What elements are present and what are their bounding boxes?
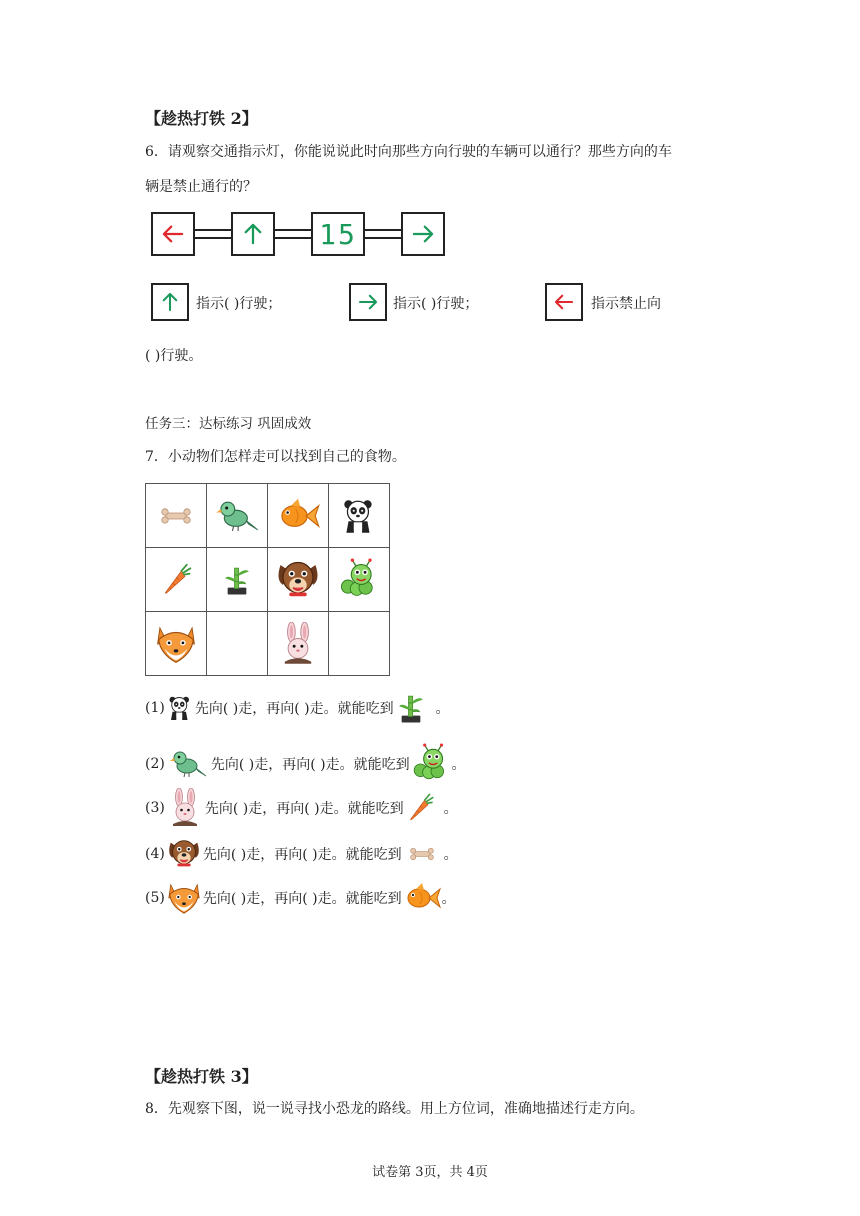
grid-row xyxy=(146,484,390,548)
item-text: 先向( )走，再向( )走。就能吃到 xyxy=(202,847,402,863)
q6-text-line1: 6．请观察交通指示灯，你能说说此时向那些方向行驶的车辆可以通行？那些方向的车 xyxy=(145,144,672,160)
signal-up-box xyxy=(231,212,275,256)
fox-icon xyxy=(165,879,203,917)
q6-fill-up: 指示( )行驶； xyxy=(196,296,282,312)
carrot-icon xyxy=(158,562,194,598)
q7-item-4 xyxy=(145,834,458,874)
caterpillar-icon xyxy=(337,558,381,602)
q7-prompt: 7．小动物们怎样走可以找到自己的食物。 xyxy=(145,449,406,465)
signal-timer-digits: 15 xyxy=(319,217,357,251)
item-text: 先向( )走，再向( )走。就能吃到 xyxy=(202,891,402,907)
right-arrow-green-icon xyxy=(403,214,443,254)
item-text: 先向( )走，再向( )走。就能吃到 xyxy=(204,801,404,817)
left-arrow-red-icon xyxy=(547,285,581,319)
q8-prompt: 8．先观察下图，说一说寻找小恐龙的路线。用上方位词，准确地描述行走方向。 xyxy=(145,1101,644,1117)
item-number: (2) xyxy=(145,756,165,772)
goldfish-icon xyxy=(402,878,442,918)
rabbit-icon xyxy=(276,622,320,666)
signal-timer-box xyxy=(311,212,365,256)
grid-cell xyxy=(268,612,329,676)
right-arrow-green-icon xyxy=(351,285,385,319)
carrot-icon xyxy=(404,792,436,824)
task3-title: 任务三：达标练习 巩固成效 xyxy=(145,416,312,432)
q7-item-5 xyxy=(145,878,456,918)
goldfish-icon xyxy=(275,493,321,539)
grid-cell xyxy=(207,548,268,612)
item-text: 先向( )走，再向( )走。就能吃到 xyxy=(210,757,410,773)
signal-connector xyxy=(195,229,231,239)
item-text: 先向( )走，再向( )走。就能吃到 xyxy=(194,701,394,717)
item-number: (4) xyxy=(145,846,165,862)
item-number: (5) xyxy=(145,890,165,906)
rabbit-icon xyxy=(165,788,205,828)
item-end: 。 xyxy=(441,891,456,907)
q7-item-1 xyxy=(145,688,450,728)
bamboo-icon xyxy=(220,563,254,597)
q7-item-3 xyxy=(145,788,458,828)
bamboo-icon xyxy=(394,688,428,728)
signal-connector xyxy=(275,229,311,239)
section-heading-3: 【趁热打铁 3】 xyxy=(145,1067,258,1086)
small-up-box xyxy=(151,283,189,321)
grid-cell xyxy=(329,484,390,548)
bone-icon xyxy=(156,496,196,536)
grid-cell xyxy=(146,548,207,612)
up-arrow-green-icon xyxy=(233,214,273,254)
grid-cell xyxy=(207,484,268,548)
grid-cell xyxy=(146,484,207,548)
dog-icon xyxy=(273,555,323,605)
small-right-box xyxy=(349,283,387,321)
dog-icon xyxy=(165,835,203,873)
signal-connector xyxy=(365,229,401,239)
grid-row xyxy=(146,548,390,612)
q7-item-2 xyxy=(145,743,466,785)
grid-cell xyxy=(329,612,390,676)
caterpillar-icon xyxy=(410,743,452,785)
item-end: 。 xyxy=(435,701,450,717)
up-arrow-green-icon xyxy=(153,285,187,319)
panda-icon xyxy=(338,495,380,537)
animal-food-grid xyxy=(145,483,390,676)
signal-right-box xyxy=(401,212,445,256)
q6-fill-left: 指示禁止向 xyxy=(591,296,661,312)
parrot-icon xyxy=(165,744,211,784)
signal-left-box xyxy=(151,212,195,256)
grid-cell xyxy=(146,612,207,676)
bone-icon xyxy=(402,838,442,870)
panda-icon xyxy=(165,692,195,724)
grid-cell xyxy=(268,548,329,612)
q6-fill-left-cont: ( )行驶。 xyxy=(145,348,203,364)
left-arrow-red-icon xyxy=(153,214,193,254)
item-end: 。 xyxy=(443,801,458,817)
small-left-box xyxy=(545,283,583,321)
grid-cell xyxy=(207,612,268,676)
grid-row xyxy=(146,612,390,676)
fox-icon xyxy=(153,621,199,667)
page-footer: 试卷第 3页，共 4页 xyxy=(372,1165,488,1180)
item-end: 。 xyxy=(451,757,466,773)
q6-text-line2: 辆是禁止通行的？ xyxy=(145,179,257,195)
item-number: (1) xyxy=(145,700,165,716)
section-heading-2: 【趁热打铁 2】 xyxy=(145,109,258,128)
parrot-icon xyxy=(214,493,260,539)
q6-fill-right: 指示( )行驶； xyxy=(393,296,479,312)
item-number: (3) xyxy=(145,800,165,816)
grid-cell xyxy=(268,484,329,548)
grid-cell xyxy=(329,548,390,612)
item-end: 。 xyxy=(443,847,458,863)
